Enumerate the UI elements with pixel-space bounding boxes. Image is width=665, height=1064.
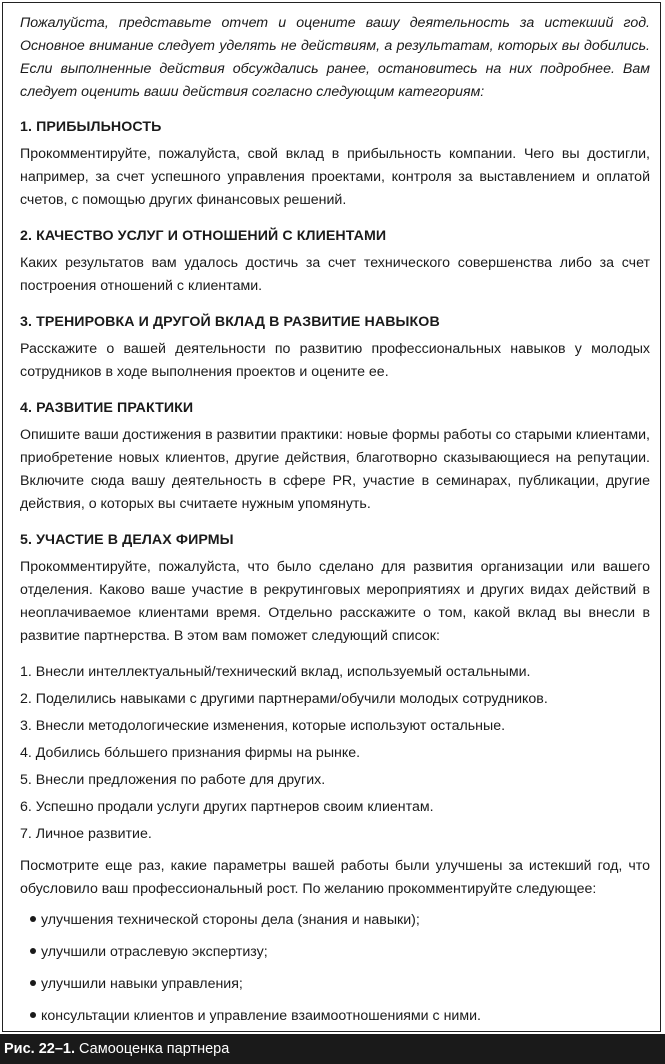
bullet-text: улучшения технической стороны дела (знания и навыки);	[41, 912, 420, 928]
bullet-item	[30, 941, 650, 964]
section-text: Опишите ваши достижения в развитии практики: новые формы работы со старыми клиентами, приобретение новых клиентов, другие действия, благотворно сказывающиеся на репутации. Включите сюда вашу деятельность в сфере PR, участие в семинарах, публикации, другие действия, о которых вы считаете нужным упомянуть.	[20, 427, 650, 512]
section-title: 1. ПРИБЫЛЬНОСТЬ	[20, 119, 162, 135]
list-item: 1. Внесли интеллектуальный/технический вклад, используемый остальными.	[20, 664, 531, 680]
bullet-item	[30, 909, 650, 932]
bullet-item	[30, 1005, 650, 1028]
list-item: 4. Добились бо́льшего признания фирмы на рынке.	[20, 745, 361, 761]
section-text: Расскажите о вашей деятельности по развитию профессиональных навыков у молодых сотрудников в ходе выполнения проектов и оцените ее.	[20, 341, 650, 380]
bullet-list	[20, 909, 650, 1028]
bullet-icon	[30, 948, 36, 954]
section-title: 4. РАЗВИТИЕ ПРАКТИКИ	[20, 400, 194, 416]
list-item: 2. Поделились навыками с другими партнерами/обучили молодых сотрудников.	[20, 691, 548, 707]
figure-caption	[0, 1034, 665, 1064]
bullet-text: улучшили навыки управления;	[41, 976, 243, 992]
list-item: 6. Успешно продали услуги других партнеров своим клиентам.	[20, 799, 434, 815]
section-title: 5. УЧАСТИЕ В ДЕЛАХ ФИРМЫ	[20, 532, 234, 548]
section-title: 2. КАЧЕСТВО УСЛУГ И ОТНОШЕНИЙ С КЛИЕНТАМИ	[20, 228, 387, 244]
list-item: 3. Внесли методологические изменения, которые используют остальные.	[20, 718, 506, 734]
figure-content	[20, 12, 650, 1037]
bullet-icon	[30, 916, 36, 922]
section-text: Прокомментируйте, пожалуйста, что было сделано для развития организации или вашего отделения. Каково ваше участие в рекрутинговых мероприятиях и других видах действий в неоплачиваемое клиентами время. Отдельно расскажите о том, какой вклад вы внесли в развитие партнерства. В этом вам поможет следующий список:	[20, 559, 650, 644]
list-item: 7. Личное развитие.	[20, 826, 152, 842]
figure-frame	[2, 2, 661, 1032]
closing-paragraph: Посмотрите еще раз, какие параметры вашей работы были улучшены за истекший год, что обусловило ваш профессиональный рост. По желанию прокомментируйте следующее:	[20, 858, 650, 897]
bullet-text: улучшили отраслевую экспертизу;	[41, 944, 268, 960]
bullet-icon	[30, 1012, 36, 1018]
section-text: Прокомментируйте, пожалуйста, свой вклад в прибыльность компании. Чего вы достигли, например, за счет успешного управления проектами, контроля за выставлением и оплатой счетов, с помощью других финансовых решений.	[20, 146, 650, 208]
caption-label: Рис. 22–1.	[4, 1041, 75, 1057]
list-item: 5. Внесли предложения по работе для других.	[20, 772, 326, 788]
caption-text: Самооценка партнера	[79, 1041, 230, 1057]
intro-paragraph: Пожалуйста, представьте отчет и оцените вашу деятельность за истекший год. Основное внимание следует уделять не действиям, а результатам, которых вы добились. Если выполненные действия обсуждались ранее, остановитесь на них подробнее. Вам следует оценить ваши действия согласно следующим категориям:	[20, 15, 650, 100]
bullet-text: консультации клиентов и управление взаимоотношениями с ними.	[41, 1008, 481, 1024]
bullet-icon	[30, 980, 36, 986]
section-text: Каких результатов вам удалось достичь за счет технического совершенства либо за счет построения отношений с клиентами.	[20, 255, 650, 294]
section-title: 3. ТРЕНИРОВКА И ДРУГОЙ ВКЛАД В РАЗВИТИЕ НАВЫКОВ	[20, 314, 440, 330]
numbered-list	[20, 661, 650, 846]
bullet-item	[30, 973, 650, 996]
